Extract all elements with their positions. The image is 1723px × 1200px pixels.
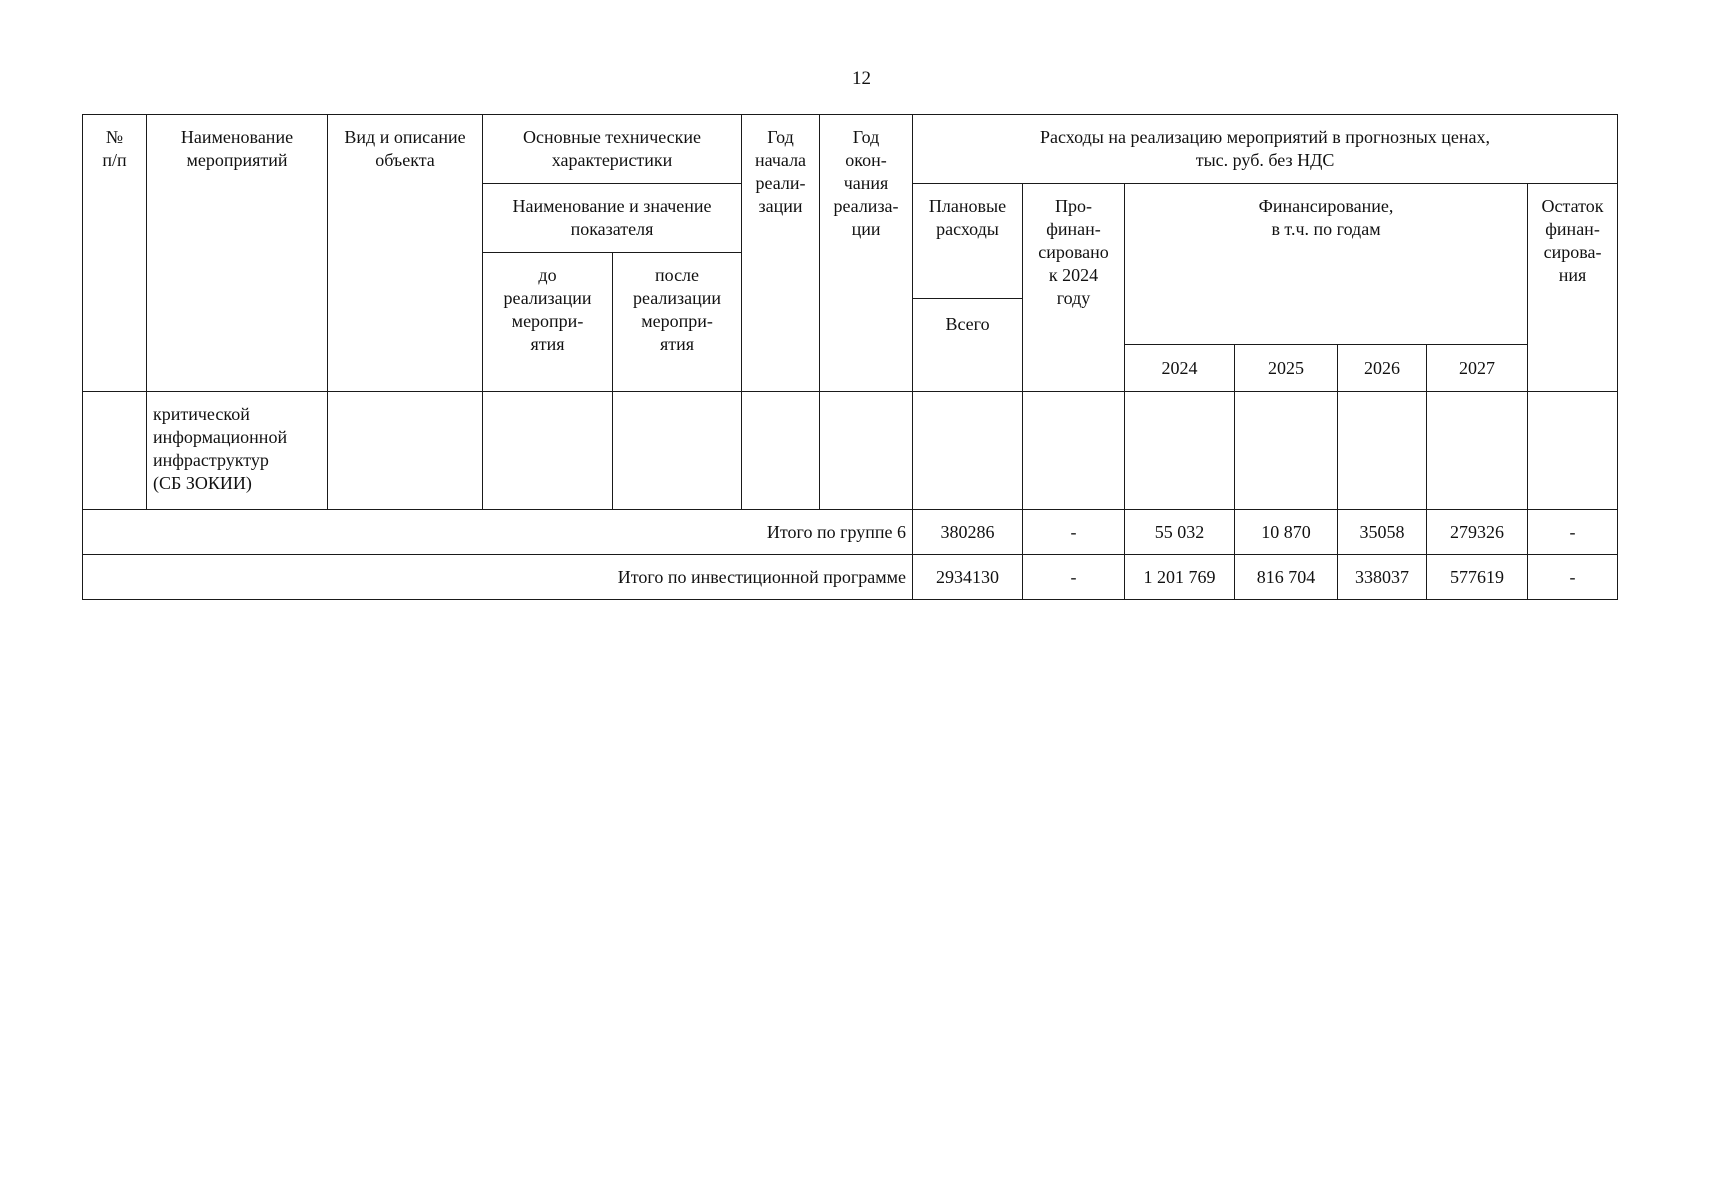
investment-program-table <box>82 114 1618 600</box>
row-y2024 <box>1125 392 1235 510</box>
total-prefinanced: - <box>1023 555 1125 600</box>
total-y2025: 816 704 <box>1235 555 1338 600</box>
total-label: Итого по инвестиционной программе <box>83 555 913 600</box>
row-prefinanced <box>1023 392 1125 510</box>
header-year-2026: 2026 <box>1338 345 1427 392</box>
total-y2025: 10 870 <box>1235 510 1338 555</box>
total-y2026: 35058 <box>1338 510 1427 555</box>
total-value: 380286 <box>913 510 1023 555</box>
row-before <box>483 392 613 510</box>
total-y2024: 1 201 769 <box>1125 555 1235 600</box>
header-indicator: Наименование и значение показателя <box>483 184 742 253</box>
total-y2027: 279326 <box>1427 510 1528 555</box>
row-year-end <box>820 392 913 510</box>
row-number <box>83 392 147 510</box>
row-y2026 <box>1338 392 1427 510</box>
total-y2026: 338037 <box>1338 555 1427 600</box>
header-planned-expenses: Плановые расходы <box>913 184 1023 299</box>
total-row-group <box>83 510 1618 555</box>
total-value: 2934130 <box>913 555 1023 600</box>
header-year-2024: 2024 <box>1125 345 1235 392</box>
table-row <box>83 392 1618 510</box>
row-after <box>613 392 742 510</box>
total-prefinanced: - <box>1023 510 1125 555</box>
header-expenses: Расходы на реализацию мероприятий в прогнозных ценах, тыс. руб. без НДС <box>913 115 1618 184</box>
header-total: Всего <box>913 299 1023 392</box>
header-financing: Финансирование, в т.ч. по годам <box>1125 184 1528 345</box>
header-remainder: Остаток финан- сирова- ния <box>1528 184 1618 392</box>
total-row-program <box>83 555 1618 600</box>
header-technical-characteristics: Основные технические характеристики <box>483 115 742 184</box>
header-after-implementation: после реализации меропри- ятия <box>613 253 742 392</box>
page-number: 12 <box>852 68 871 89</box>
total-y2027: 577619 <box>1427 555 1528 600</box>
header-year-2025: 2025 <box>1235 345 1338 392</box>
row-object <box>328 392 483 510</box>
header-number: № п/п <box>83 115 147 392</box>
header-before-implementation: до реализации меропри- ятия <box>483 253 613 392</box>
header-object-description: Вид и описание объекта <box>328 115 483 392</box>
row-event-name: критической информационной инфраструктур (СБ ЗОКИИ) <box>147 392 328 510</box>
header-event-name: Наименование мероприятий <box>147 115 328 392</box>
row-remainder <box>1528 392 1618 510</box>
row-y2025 <box>1235 392 1338 510</box>
total-remainder: - <box>1528 555 1618 600</box>
row-year-start <box>742 392 820 510</box>
header-year-end: Год окон- чания реализа- ции <box>820 115 913 392</box>
row-y2027 <box>1427 392 1528 510</box>
row-total <box>913 392 1023 510</box>
total-y2024: 55 032 <box>1125 510 1235 555</box>
total-remainder: - <box>1528 510 1618 555</box>
total-label: Итого по группе 6 <box>83 510 913 555</box>
header-year-2027: 2027 <box>1427 345 1528 392</box>
header-prefinanced: Про- финан- сировано к 2024 году <box>1023 184 1125 392</box>
header-year-start: Год начала реали- зации <box>742 115 820 392</box>
